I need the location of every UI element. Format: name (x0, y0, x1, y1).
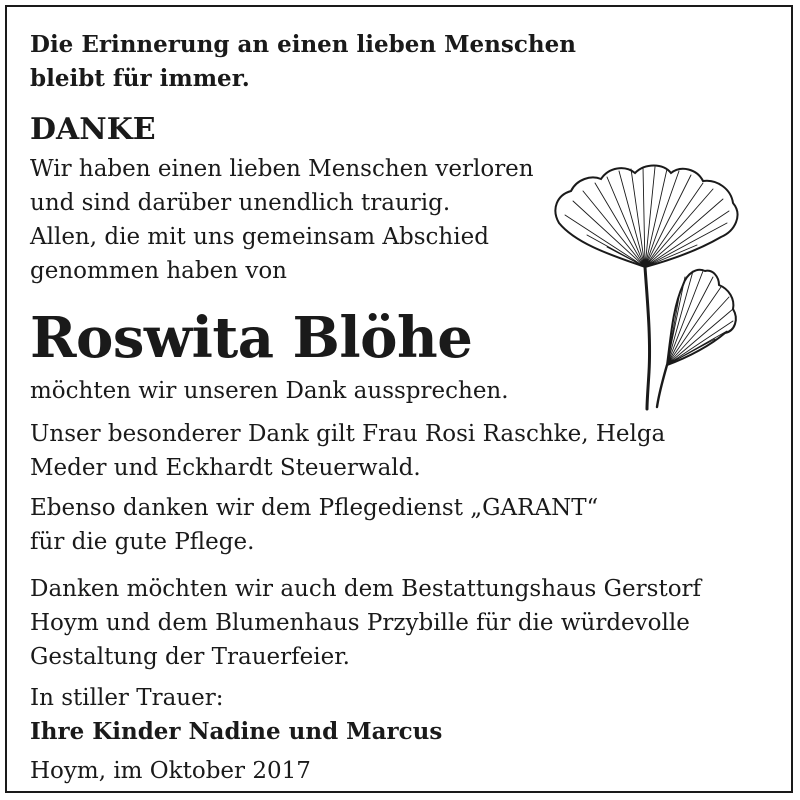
place-date: Hoym, im Oktober 2017 (30, 758, 311, 784)
mourning-block (30, 681, 442, 749)
text-line: Danken möchten wir auch dem Bestattungshaus Gerstorf (30, 576, 702, 602)
intro-line: bleibt für immer. (30, 65, 250, 92)
intro-quote (30, 28, 576, 96)
paragraph-thanks: möchten wir unseren Dank aussprechen. (30, 378, 509, 404)
text-line: Gestaltung der Trauerfeier. (30, 644, 350, 670)
heading-danke: DANKE (30, 112, 156, 147)
text-line: Unser besonderer Dank gilt Frau Rosi Raschke, Helga (30, 421, 666, 447)
paragraph-intro (30, 152, 534, 288)
intro-line: Die Erinnerung an einen lieben Menschen (30, 31, 576, 58)
mourning-line: In stiller Trauer: (30, 685, 224, 711)
deceased-name: Roswita Blöhe (30, 305, 473, 371)
text-line: und sind darüber unendlich traurig. (30, 190, 451, 216)
text-line: Allen, die mit uns gemeinsam Abschied (30, 224, 489, 250)
text-line: für die gute Pflege. (30, 529, 255, 555)
ginkgo-leaves-icon (547, 157, 747, 412)
paragraph-funeral-home (30, 572, 701, 674)
signature: Ihre Kinder Nadine und Marcus (30, 718, 443, 745)
paragraph-care-service (30, 491, 598, 559)
paragraph-special-thanks (30, 417, 665, 485)
text-line: Ebenso danken wir dem Pflegedienst „GARANT“ (30, 495, 599, 521)
text-line: Meder und Eckhardt Steuerwald. (30, 455, 421, 481)
text-line: Hoym und dem Blumenhaus Przybille für die würdevolle (30, 610, 690, 636)
text-line: Wir haben einen lieben Menschen verloren (30, 156, 534, 182)
obituary-notice (5, 5, 793, 793)
text-line: genommen haben von (30, 258, 287, 284)
